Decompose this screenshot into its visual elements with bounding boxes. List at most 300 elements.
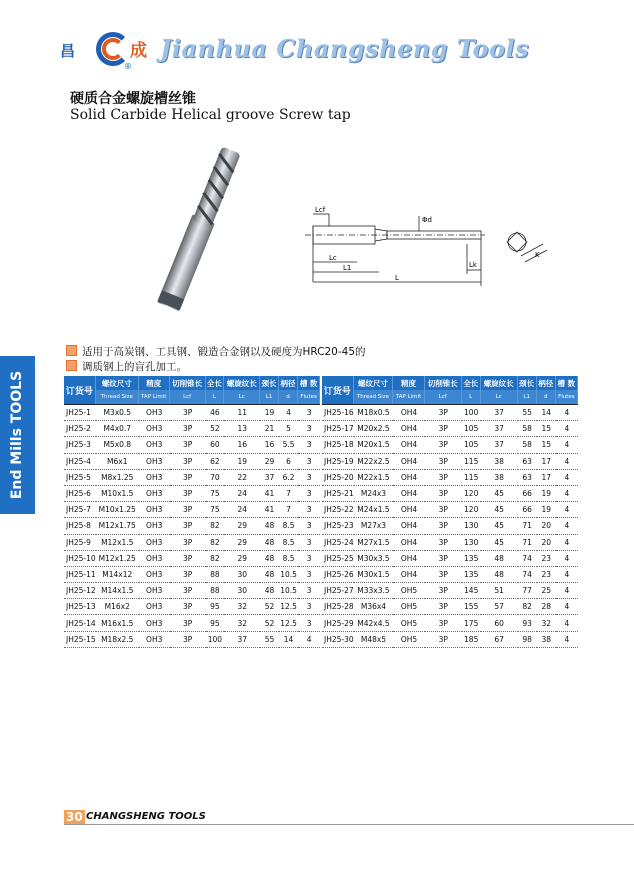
table-cell: 41 [260,486,279,502]
table-cell: OH3 [139,551,170,567]
table-cell: JH25-9 [64,535,96,551]
table-cell: 10.5 [279,583,298,599]
table-cell: OH4 [393,421,424,437]
label-lcf: Lcf [315,206,326,214]
table-cell: OH3 [139,632,170,648]
table-cell: 8.5 [279,518,298,534]
table-cell: 4 [556,502,578,518]
label-lc: Lc [329,254,337,262]
table-cell: 30 [224,567,260,583]
logo-inner-arc [102,38,124,60]
table-row [64,518,320,534]
table-cell: 52 [260,615,279,631]
label-l1: L1 [343,264,352,272]
table-cell: 52 [260,599,279,615]
table-cell: 120 [462,486,481,502]
table-row [64,421,320,437]
table-cell: M12x1.75 [96,518,139,534]
table-cell: M4x0.7 [96,421,139,437]
table-cell: 4 [556,567,578,583]
table-cell: M18x0.5 [354,404,394,421]
table-cell: 29 [224,551,260,567]
table-cell: 3P [170,535,206,551]
table-cell: 11 [224,404,260,421]
table-cell: 19 [260,404,279,421]
table-row [322,404,578,421]
table-cell: 41 [260,502,279,518]
header-l1-en: L1 [260,390,279,404]
table-cell: 82 [518,599,537,615]
table-cell: OH5 [393,599,424,615]
table-cell: M30x3.5 [354,551,394,567]
table-cell: 88 [206,583,225,599]
spec-table-right-body [322,404,578,648]
table-row [64,486,320,502]
header-l1-en: L1 [518,390,537,404]
table-row [322,437,578,453]
table-row [322,599,578,615]
table-cell: 105 [462,421,481,437]
table-cell: OH4 [393,404,424,421]
table-cell: JH25-27 [322,583,354,599]
header-chamfer-cn: 切削锥长 [425,376,462,390]
header-l-en: L [462,390,481,404]
header-lcf-en: Lcf [425,390,462,404]
label-l: L [395,274,399,282]
table-cell: OH5 [393,632,424,648]
table-cell: JH25-29 [322,615,354,631]
table-cell: 3 [298,502,320,518]
table-cell: OH3 [139,567,170,583]
table-cell: 19 [224,454,260,470]
header-precision-cn: 精度 [393,376,424,390]
table-cell: 63 [518,454,537,470]
table-cell: 3 [298,583,320,599]
table-cell: 4 [556,454,578,470]
table-row [322,421,578,437]
usage-note-text: 适用于高炭钢、工具钢、锻造合金钢以及硬度为HRC20-45的 [82,346,366,358]
header-precision-cn: 精度 [139,376,170,390]
table-cell: 3 [298,567,320,583]
table-cell: 8.5 [279,535,298,551]
spec-table-right [322,376,578,648]
table-cell: M42x4.5 [354,615,394,631]
table-cell: 45 [481,486,518,502]
table-cell: M5x0.8 [96,437,139,453]
table-cell: M10x1.25 [96,502,139,518]
table-row [64,502,320,518]
header-thread-length-cn: 螺旋纹长 [481,376,518,390]
table-cell: JH25-1 [64,404,96,421]
table-cell: 22 [224,470,260,486]
bullet-square-icon [66,345,77,356]
table-cell: M20x2.5 [354,421,394,437]
table-cell: 25 [537,583,556,599]
table-cell: 3P [170,583,206,599]
table-cell: 4 [556,437,578,453]
table-cell: 3P [170,421,206,437]
table-cell: 45 [481,518,518,534]
usage-note-text: 调质钢上的盲孔加工。 [82,361,187,373]
table-cell: 4 [279,404,298,421]
table-cell: 55 [518,404,537,421]
product-title-cn: 硬质合金螺旋槽丝锥 [70,91,196,107]
table-cell: 48 [260,583,279,599]
table-cell: 48 [260,518,279,534]
table-row [322,583,578,599]
table-cell: OH3 [139,599,170,615]
table-cell: OH4 [393,470,424,486]
table-cell: 48 [260,535,279,551]
table-cell: 3P [425,454,462,470]
header-d-en: d [279,390,298,404]
table-cell: 3P [170,470,206,486]
table-cell: JH25-20 [322,470,354,486]
table-row [64,551,320,567]
table-cell: JH25-18 [322,437,354,453]
table-cell: 95 [206,599,225,615]
table-cell: 58 [518,421,537,437]
header-order-no: 订货号 [322,376,354,404]
table-cell: 5.5 [279,437,298,453]
table-row [64,583,320,599]
table-cell: 82 [206,518,225,534]
table-cell: JH25-22 [322,502,354,518]
table-row [322,518,578,534]
table-row [322,486,578,502]
table-cell: 3P [425,502,462,518]
table-cell: 120 [462,502,481,518]
table-cell: 24 [224,502,260,518]
table-cell: 75 [206,486,225,502]
table-cell: 37 [224,632,260,648]
table-cell: 145 [462,583,481,599]
header-order-no: 订货号 [64,376,96,404]
table-cell: 15 [537,437,556,453]
label-lk: Lk [469,261,477,269]
table-cell: 10.5 [279,567,298,583]
table-cell: 95 [206,615,225,631]
table-cell: JH25-17 [322,421,354,437]
footer-divider [64,824,634,825]
table-row [322,470,578,486]
header-tap-limit-en: TAP Limit [139,390,170,404]
header-l-en: L [206,390,225,404]
table-cell: OH3 [139,518,170,534]
table-cell: 82 [206,551,225,567]
table-cell: M14x12 [96,567,139,583]
table-cell: OH4 [393,518,424,534]
label-phi-d: Φd [422,216,432,224]
table-cell: 6.2 [279,470,298,486]
table-cell: 8.5 [279,551,298,567]
product-title-en: Solid Carbide Helical groove Screw tap [70,107,351,123]
table-cell: M24x3 [354,486,394,502]
table-row [64,615,320,631]
table-cell: M27x3 [354,518,394,534]
table-cell: M12x1.25 [96,551,139,567]
table-row [322,454,578,470]
table-cell: 4 [556,486,578,502]
table-cell: 4 [556,632,578,648]
table-cell: 4 [556,404,578,421]
bullet-square-icon [66,360,77,371]
table-cell: 3P [425,583,462,599]
table-cell: 4 [556,470,578,486]
table-cell: 74 [518,567,537,583]
table-cell: 13 [224,421,260,437]
table-cell: 16 [260,437,279,453]
usage-note-1 [66,344,366,359]
header-flutes-cn: 槽 数 [298,376,320,390]
table-cell: 6 [279,454,298,470]
header-length-cn: 全长 [206,376,225,390]
table-cell: JH25-24 [322,535,354,551]
table-cell: 4 [556,599,578,615]
table-cell: 4 [556,421,578,437]
table-cell: M48x5 [354,632,394,648]
header-shank-cn: 柄径 [279,376,298,390]
table-cell: 17 [537,470,556,486]
table-cell: OH4 [393,502,424,518]
table-cell: OH3 [139,583,170,599]
table-cell: 19 [537,502,556,518]
table-cell: 45 [481,502,518,518]
table-cell: OH3 [139,421,170,437]
table-cell: OH4 [393,567,424,583]
table-row [322,567,578,583]
table-cell: 3P [425,599,462,615]
table-row [64,437,320,453]
table-cell: 3 [298,518,320,534]
table-cell: 3P [170,599,206,615]
table-cell: 62 [206,454,225,470]
table-cell: 3 [298,486,320,502]
table-row [322,632,578,648]
table-cell: M16x1.5 [96,615,139,631]
table-cell: 3 [298,437,320,453]
table-cell: 3P [170,551,206,567]
header-length-cn: 全长 [462,376,481,390]
table-row [64,599,320,615]
page-number: 30 [66,810,83,824]
table-row [322,551,578,567]
table-cell: 115 [462,454,481,470]
table-row [64,535,320,551]
table-cell: 38 [481,470,518,486]
table-cell: OH4 [393,551,424,567]
table-cell: 3 [298,470,320,486]
table-cell: 100 [206,632,225,648]
table-cell: 38 [481,454,518,470]
table-cell: OH4 [393,437,424,453]
table-cell: 14 [537,404,556,421]
table-cell: 4 [556,518,578,534]
table-cell: 48 [481,567,518,583]
table-cell: 51 [481,583,518,599]
table-cell: 175 [462,615,481,631]
table-cell: 37 [481,421,518,437]
table-cell: JH25-12 [64,583,96,599]
table-cell: 3P [425,470,462,486]
table-cell: 7 [279,502,298,518]
table-cell: OH3 [139,454,170,470]
table-cell: 88 [206,567,225,583]
table-cell: 3P [170,615,206,631]
table-cell: OH3 [139,486,170,502]
spec-table-left [64,376,320,648]
table-cell: M22x2.5 [354,454,394,470]
table-cell: 4 [556,583,578,599]
footer-brand: CHANGSHENG TOOLS [86,811,206,822]
header-thread-size-cn: 螺纹尺寸 [96,376,139,390]
side-category-label: End Mills TOOLS [9,370,25,500]
table-cell: 3 [298,454,320,470]
table-cell: OH4 [393,454,424,470]
table-cell: JH25-3 [64,437,96,453]
table-cell: 3P [170,632,206,648]
table-cell: JH25-13 [64,599,96,615]
table-cell: 135 [462,551,481,567]
table-cell: JH25-10 [64,551,96,567]
table-cell: 3P [425,404,462,421]
table-cell: 67 [481,632,518,648]
table-cell: JH25-14 [64,615,96,631]
table-row [64,567,320,583]
table-cell: 71 [518,535,537,551]
table-row [322,615,578,631]
table-cell: 130 [462,535,481,551]
table-cell: 105 [462,437,481,453]
table-cell: 16 [224,437,260,453]
registered-mark: ® [124,62,132,71]
table-cell: 3P [170,486,206,502]
table-cell: M20x1.5 [354,437,394,453]
header-lc-en: Lc [481,390,518,404]
table-cell: M30x1.5 [354,567,394,583]
table-row [322,502,578,518]
table-cell: 3P [425,535,462,551]
table-cell: 115 [462,470,481,486]
usage-note-2 [66,359,187,374]
table-cell: 3P [170,567,206,583]
table-cell: JH25-5 [64,470,96,486]
table-cell: OH3 [139,404,170,421]
table-cell: JH25-19 [322,454,354,470]
table-cell: 20 [537,535,556,551]
table-cell: 24 [224,486,260,502]
table-cell: 46 [206,404,225,421]
table-cell: 100 [462,404,481,421]
table-cell: 77 [518,583,537,599]
tap-tool-illustration [130,140,270,315]
table-cell: 12.5 [279,599,298,615]
table-cell: 135 [462,567,481,583]
header-thread-size-en: Thread Size [354,390,394,404]
tap-dimension-drawing [295,200,575,300]
table-cell: 155 [462,599,481,615]
table-cell: 3P [170,404,206,421]
table-cell: 3 [298,535,320,551]
table-cell: 52 [206,421,225,437]
table-cell: 71 [518,518,537,534]
header-tap-limit-en: TAP Limit [393,390,424,404]
header-neck-cn: 颈长 [260,376,279,390]
table-cell: 3P [170,437,206,453]
company-logo [60,24,158,70]
table-row [64,454,320,470]
table-cell: 3P [425,421,462,437]
table-cell: OH3 [139,470,170,486]
table-cell: 21 [260,421,279,437]
header-flutes-en: Flutes [556,390,578,404]
table-cell: JH25-2 [64,421,96,437]
table-cell: 60 [481,615,518,631]
table-cell: 70 [206,470,225,486]
table-cell: 3 [298,421,320,437]
header-flutes-en: Flutes [298,390,320,404]
table-cell: 28 [537,599,556,615]
table-cell: 29 [260,454,279,470]
table-cell: 4 [556,551,578,567]
table-cell: M27x1.5 [354,535,394,551]
table-cell: JH25-7 [64,502,96,518]
table-cell: 3 [298,551,320,567]
table-cell: JH25-23 [322,518,354,534]
table-cell: 20 [537,518,556,534]
table-cell: 5 [279,421,298,437]
table-cell: 63 [518,470,537,486]
table-row [322,535,578,551]
table-cell: 4 [556,535,578,551]
table-cell: 48 [260,551,279,567]
table-cell: 23 [537,551,556,567]
table-row [64,404,320,421]
brand-title: Jianhua Changsheng Tools [160,34,530,63]
table-cell: M12x1.5 [96,535,139,551]
table-cell: OH3 [139,437,170,453]
table-cell: 29 [224,535,260,551]
header-shank-cn: 柄径 [537,376,556,390]
table-cell: 48 [260,567,279,583]
table-cell: 15 [537,421,556,437]
label-k: K [535,251,540,259]
table-cell: 45 [481,535,518,551]
table-cell: M14x1.5 [96,583,139,599]
table-row [64,470,320,486]
table-cell: JH25-30 [322,632,354,648]
header-thread-length-cn: 螺旋纹长 [224,376,260,390]
table-cell: M8x1.25 [96,470,139,486]
table-cell: 60 [206,437,225,453]
header-neck-cn: 颈长 [518,376,537,390]
table-cell: JH25-21 [322,486,354,502]
table-cell: 12.5 [279,615,298,631]
table-cell: 74 [518,551,537,567]
table-cell: M6x1 [96,454,139,470]
table-cell: 32 [224,615,260,631]
table-cell: JH25-26 [322,567,354,583]
table-cell: 48 [481,551,518,567]
table-cell: JH25-4 [64,454,96,470]
table-cell: 66 [518,502,537,518]
table-cell: M36x4 [354,599,394,615]
table-cell: 66 [518,486,537,502]
table-cell: 57 [481,599,518,615]
header-lc-en: Lc [224,390,260,404]
table-cell: 130 [462,518,481,534]
table-cell: OH3 [139,502,170,518]
